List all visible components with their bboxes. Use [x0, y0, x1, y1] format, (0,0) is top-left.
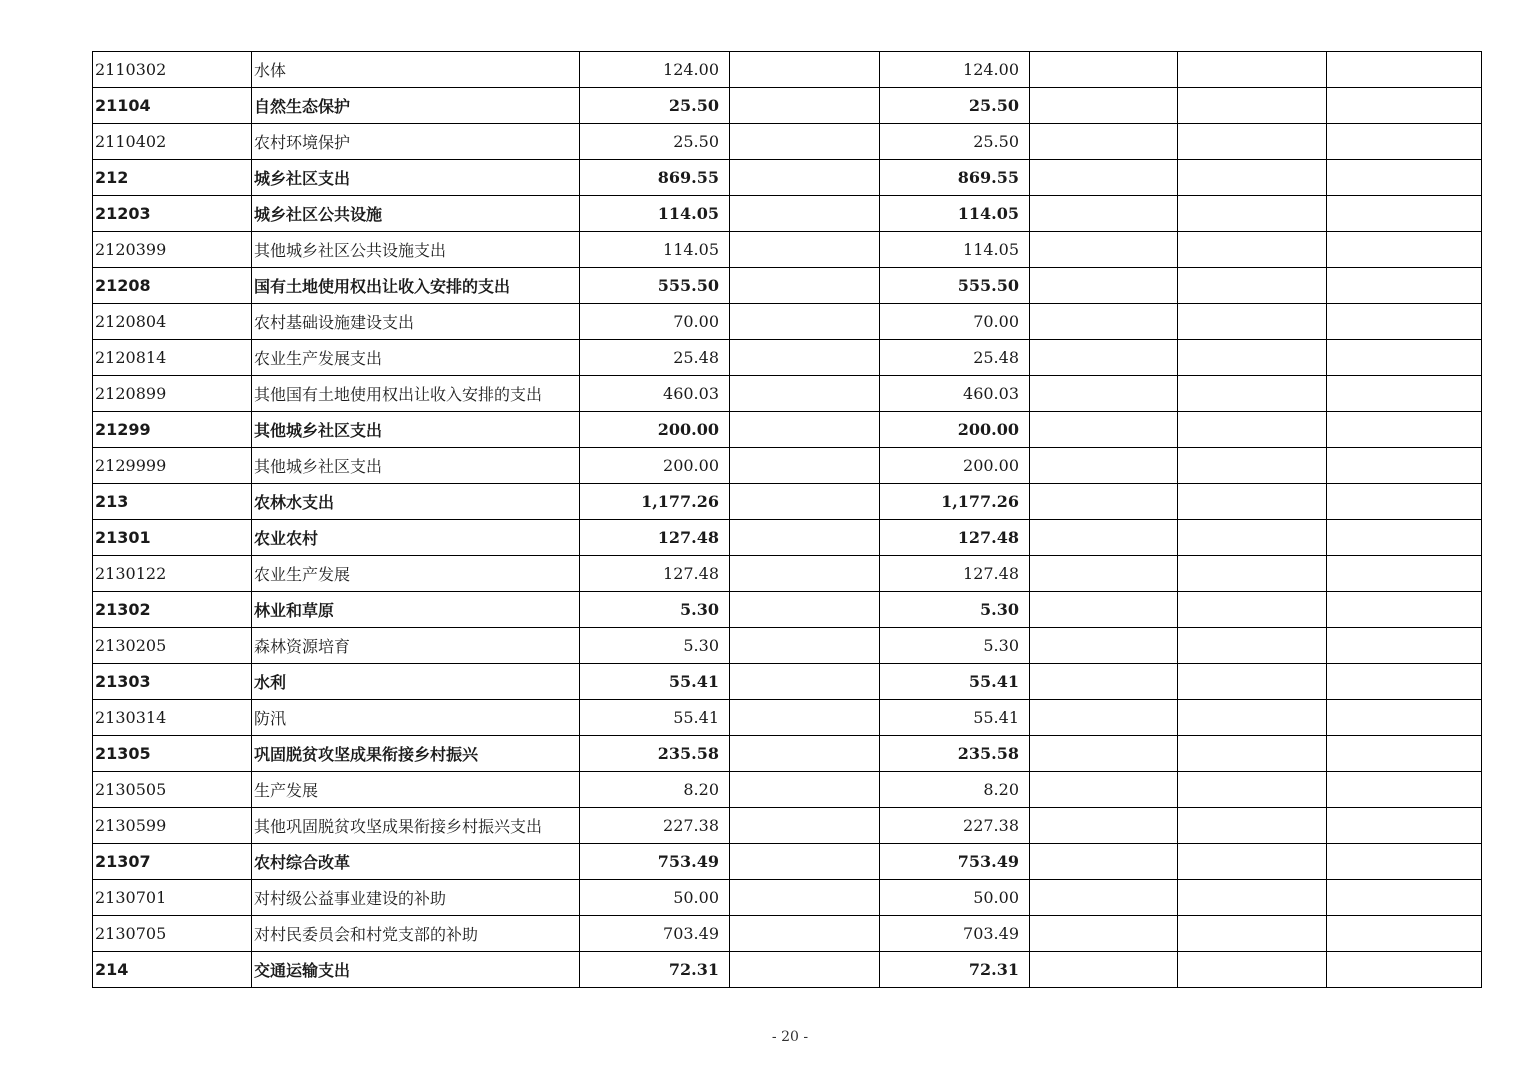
cell-name: 防汛 [252, 700, 580, 736]
cell-col3: 5.30 [580, 592, 730, 628]
cell-name: 其他巩固脱贫攻坚成果衔接乡村振兴支出 [252, 808, 580, 844]
cell-col3: 70.00 [580, 304, 730, 340]
cell-col3: 114.05 [580, 232, 730, 268]
table-row [93, 808, 1482, 844]
cell-name: 林业和草原 [252, 592, 580, 628]
cell-col8 [1327, 592, 1482, 628]
table-row [93, 916, 1482, 952]
cell-col5: 200.00 [880, 448, 1030, 484]
cell-code: 21299 [93, 412, 252, 448]
cell-col7 [1178, 664, 1327, 700]
cell-col8 [1327, 412, 1482, 448]
cell-col4 [730, 340, 880, 376]
cell-code: 21301 [93, 520, 252, 556]
cell-name: 水利 [252, 664, 580, 700]
cell-col3: 127.48 [580, 556, 730, 592]
cell-col7 [1178, 412, 1327, 448]
cell-col5: 25.48 [880, 340, 1030, 376]
cell-name: 农业生产发展支出 [252, 340, 580, 376]
cell-code: 2120399 [93, 232, 252, 268]
cell-col8 [1327, 268, 1482, 304]
cell-col8 [1327, 160, 1482, 196]
cell-col8 [1327, 736, 1482, 772]
cell-col6 [1030, 268, 1178, 304]
cell-col8 [1327, 52, 1482, 88]
cell-col4 [730, 196, 880, 232]
cell-col6 [1030, 520, 1178, 556]
cell-col5: 869.55 [880, 160, 1030, 196]
cell-col7 [1178, 880, 1327, 916]
table-row [93, 736, 1482, 772]
cell-col4 [730, 700, 880, 736]
cell-col5: 227.38 [880, 808, 1030, 844]
cell-col8 [1327, 628, 1482, 664]
cell-col7 [1178, 520, 1327, 556]
cell-col3: 460.03 [580, 376, 730, 412]
cell-col4 [730, 844, 880, 880]
cell-code: 21305 [93, 736, 252, 772]
cell-col7 [1178, 268, 1327, 304]
cell-col7 [1178, 376, 1327, 412]
table-row [93, 484, 1482, 520]
cell-name: 森林资源培育 [252, 628, 580, 664]
cell-name: 巩固脱贫攻坚成果衔接乡村振兴 [252, 736, 580, 772]
cell-col3: 55.41 [580, 664, 730, 700]
cell-code: 2120804 [93, 304, 252, 340]
table-row [93, 772, 1482, 808]
cell-col8 [1327, 304, 1482, 340]
cell-col5: 127.48 [880, 556, 1030, 592]
cell-col6 [1030, 88, 1178, 124]
cell-code: 2130122 [93, 556, 252, 592]
cell-name: 农业农村 [252, 520, 580, 556]
cell-col8 [1327, 844, 1482, 880]
cell-col3: 114.05 [580, 196, 730, 232]
cell-col8 [1327, 952, 1482, 988]
cell-col8 [1327, 232, 1482, 268]
cell-col5: 25.50 [880, 124, 1030, 160]
table-row [93, 844, 1482, 880]
table-row [93, 52, 1482, 88]
cell-col4 [730, 628, 880, 664]
cell-col8 [1327, 520, 1482, 556]
cell-col3: 124.00 [580, 52, 730, 88]
cell-col8 [1327, 376, 1482, 412]
cell-code: 2130705 [93, 916, 252, 952]
cell-col3: 25.50 [580, 88, 730, 124]
cell-col4 [730, 592, 880, 628]
cell-col3: 869.55 [580, 160, 730, 196]
table-row [93, 700, 1482, 736]
cell-col3: 703.49 [580, 916, 730, 952]
cell-col6 [1030, 700, 1178, 736]
cell-col7 [1178, 88, 1327, 124]
cell-col3: 200.00 [580, 412, 730, 448]
cell-col3: 753.49 [580, 844, 730, 880]
cell-col8 [1327, 448, 1482, 484]
cell-col6 [1030, 412, 1178, 448]
cell-col7 [1178, 52, 1327, 88]
cell-col7 [1178, 232, 1327, 268]
cell-code: 214 [93, 952, 252, 988]
cell-col8 [1327, 484, 1482, 520]
table-row [93, 88, 1482, 124]
cell-name: 水体 [252, 52, 580, 88]
cell-col8 [1327, 772, 1482, 808]
cell-col5: 114.05 [880, 232, 1030, 268]
cell-col4 [730, 124, 880, 160]
cell-col6 [1030, 808, 1178, 844]
cell-col7 [1178, 592, 1327, 628]
cell-col7 [1178, 124, 1327, 160]
cell-col6 [1030, 952, 1178, 988]
cell-col6 [1030, 664, 1178, 700]
cell-name: 农村环境保护 [252, 124, 580, 160]
cell-col6 [1030, 340, 1178, 376]
cell-code: 2130505 [93, 772, 252, 808]
table-row [93, 160, 1482, 196]
cell-col5: 72.31 [880, 952, 1030, 988]
cell-col3: 55.41 [580, 700, 730, 736]
cell-code: 212 [93, 160, 252, 196]
cell-code: 21302 [93, 592, 252, 628]
cell-code: 21307 [93, 844, 252, 880]
cell-col4 [730, 664, 880, 700]
cell-col3: 72.31 [580, 952, 730, 988]
table-row [93, 448, 1482, 484]
cell-col4 [730, 952, 880, 988]
cell-col7 [1178, 700, 1327, 736]
cell-col8 [1327, 340, 1482, 376]
cell-code: 2110302 [93, 52, 252, 88]
cell-col7 [1178, 304, 1327, 340]
cell-col4 [730, 52, 880, 88]
cell-name: 农林水支出 [252, 484, 580, 520]
cell-col8 [1327, 556, 1482, 592]
cell-name: 农业生产发展 [252, 556, 580, 592]
table-row [93, 304, 1482, 340]
cell-code: 2120899 [93, 376, 252, 412]
cell-col6 [1030, 52, 1178, 88]
cell-code: 2129999 [93, 448, 252, 484]
cell-col5: 127.48 [880, 520, 1030, 556]
cell-col4 [730, 232, 880, 268]
cell-col5: 753.49 [880, 844, 1030, 880]
cell-name: 农村基础设施建设支出 [252, 304, 580, 340]
cell-col3: 25.48 [580, 340, 730, 376]
cell-col7 [1178, 808, 1327, 844]
cell-code: 2130599 [93, 808, 252, 844]
cell-code: 21208 [93, 268, 252, 304]
cell-code: 21303 [93, 664, 252, 700]
cell-col3: 8.20 [580, 772, 730, 808]
budget-table [92, 51, 1482, 988]
table-row [93, 628, 1482, 664]
cell-col3: 50.00 [580, 880, 730, 916]
cell-col5: 5.30 [880, 628, 1030, 664]
cell-col5: 25.50 [880, 88, 1030, 124]
cell-col6 [1030, 628, 1178, 664]
table-row [93, 232, 1482, 268]
cell-name: 国有土地使用权出让收入安排的支出 [252, 268, 580, 304]
cell-col8 [1327, 700, 1482, 736]
cell-col7 [1178, 628, 1327, 664]
cell-col7 [1178, 736, 1327, 772]
cell-col4 [730, 880, 880, 916]
cell-col8 [1327, 808, 1482, 844]
cell-col5: 5.30 [880, 592, 1030, 628]
cell-col6 [1030, 160, 1178, 196]
cell-col6 [1030, 232, 1178, 268]
cell-col3: 1,177.26 [580, 484, 730, 520]
table-row [93, 340, 1482, 376]
cell-name: 其他国有土地使用权出让收入安排的支出 [252, 376, 580, 412]
cell-col7 [1178, 448, 1327, 484]
cell-col5: 70.00 [880, 304, 1030, 340]
cell-col5: 8.20 [880, 772, 1030, 808]
cell-col6 [1030, 916, 1178, 952]
table-row [93, 880, 1482, 916]
cell-col4 [730, 808, 880, 844]
cell-col8 [1327, 124, 1482, 160]
cell-col5: 55.41 [880, 700, 1030, 736]
cell-col4 [730, 556, 880, 592]
table-row [93, 268, 1482, 304]
cell-col6 [1030, 592, 1178, 628]
cell-name: 生产发展 [252, 772, 580, 808]
cell-col8 [1327, 880, 1482, 916]
cell-col5: 114.05 [880, 196, 1030, 232]
cell-code: 2130314 [93, 700, 252, 736]
cell-name: 交通运输支出 [252, 952, 580, 988]
cell-col6 [1030, 484, 1178, 520]
cell-col3: 25.50 [580, 124, 730, 160]
cell-col6 [1030, 844, 1178, 880]
cell-col4 [730, 88, 880, 124]
cell-code: 213 [93, 484, 252, 520]
cell-col7 [1178, 844, 1327, 880]
table-row [93, 520, 1482, 556]
cell-col4 [730, 160, 880, 196]
cell-name: 对村民委员会和村党支部的补助 [252, 916, 580, 952]
cell-col4 [730, 448, 880, 484]
cell-col6 [1030, 880, 1178, 916]
table-row [93, 196, 1482, 232]
cell-col6 [1030, 196, 1178, 232]
cell-col8 [1327, 916, 1482, 952]
cell-col4 [730, 736, 880, 772]
table-row [93, 124, 1482, 160]
cell-col3: 127.48 [580, 520, 730, 556]
cell-code: 2130205 [93, 628, 252, 664]
cell-col7 [1178, 772, 1327, 808]
cell-name: 对村级公益事业建设的补助 [252, 880, 580, 916]
cell-col3: 5.30 [580, 628, 730, 664]
cell-col3: 235.58 [580, 736, 730, 772]
cell-name: 其他城乡社区支出 [252, 448, 580, 484]
cell-col6 [1030, 304, 1178, 340]
cell-col6 [1030, 376, 1178, 412]
cell-col7 [1178, 340, 1327, 376]
cell-col5: 1,177.26 [880, 484, 1030, 520]
cell-col6 [1030, 736, 1178, 772]
table-body [93, 52, 1482, 988]
cell-col7 [1178, 916, 1327, 952]
cell-col5: 50.00 [880, 880, 1030, 916]
cell-name: 其他城乡社区公共设施支出 [252, 232, 580, 268]
cell-col6 [1030, 448, 1178, 484]
cell-col3: 200.00 [580, 448, 730, 484]
page-number: - 20 - [771, 1029, 809, 1045]
table-row [93, 592, 1482, 628]
cell-col6 [1030, 772, 1178, 808]
cell-col5: 200.00 [880, 412, 1030, 448]
cell-col4 [730, 304, 880, 340]
cell-col5: 55.41 [880, 664, 1030, 700]
cell-col7 [1178, 196, 1327, 232]
cell-name: 其他城乡社区支出 [252, 412, 580, 448]
cell-col4 [730, 772, 880, 808]
cell-col7 [1178, 160, 1327, 196]
table-row [93, 376, 1482, 412]
cell-col6 [1030, 124, 1178, 160]
cell-col5: 703.49 [880, 916, 1030, 952]
cell-col4 [730, 484, 880, 520]
cell-col8 [1327, 88, 1482, 124]
cell-col5: 124.00 [880, 52, 1030, 88]
cell-col4 [730, 412, 880, 448]
table-row [93, 556, 1482, 592]
cell-col7 [1178, 556, 1327, 592]
cell-col7 [1178, 484, 1327, 520]
cell-code: 2130701 [93, 880, 252, 916]
table-row [93, 412, 1482, 448]
cell-col8 [1327, 196, 1482, 232]
cell-col4 [730, 376, 880, 412]
cell-col5: 460.03 [880, 376, 1030, 412]
cell-code: 21104 [93, 88, 252, 124]
cell-code: 2120814 [93, 340, 252, 376]
cell-name: 城乡社区公共设施 [252, 196, 580, 232]
cell-col4 [730, 520, 880, 556]
cell-col4 [730, 268, 880, 304]
table-row [93, 664, 1482, 700]
cell-col3: 227.38 [580, 808, 730, 844]
cell-col7 [1178, 952, 1327, 988]
cell-code: 21203 [93, 196, 252, 232]
cell-name: 城乡社区支出 [252, 160, 580, 196]
cell-code: 2110402 [93, 124, 252, 160]
cell-col5: 555.50 [880, 268, 1030, 304]
cell-col3: 555.50 [580, 268, 730, 304]
cell-col4 [730, 916, 880, 952]
table-row [93, 952, 1482, 988]
cell-col6 [1030, 556, 1178, 592]
cell-name: 农村综合改革 [252, 844, 580, 880]
cell-col8 [1327, 664, 1482, 700]
cell-col5: 235.58 [880, 736, 1030, 772]
cell-name: 自然生态保护 [252, 88, 580, 124]
